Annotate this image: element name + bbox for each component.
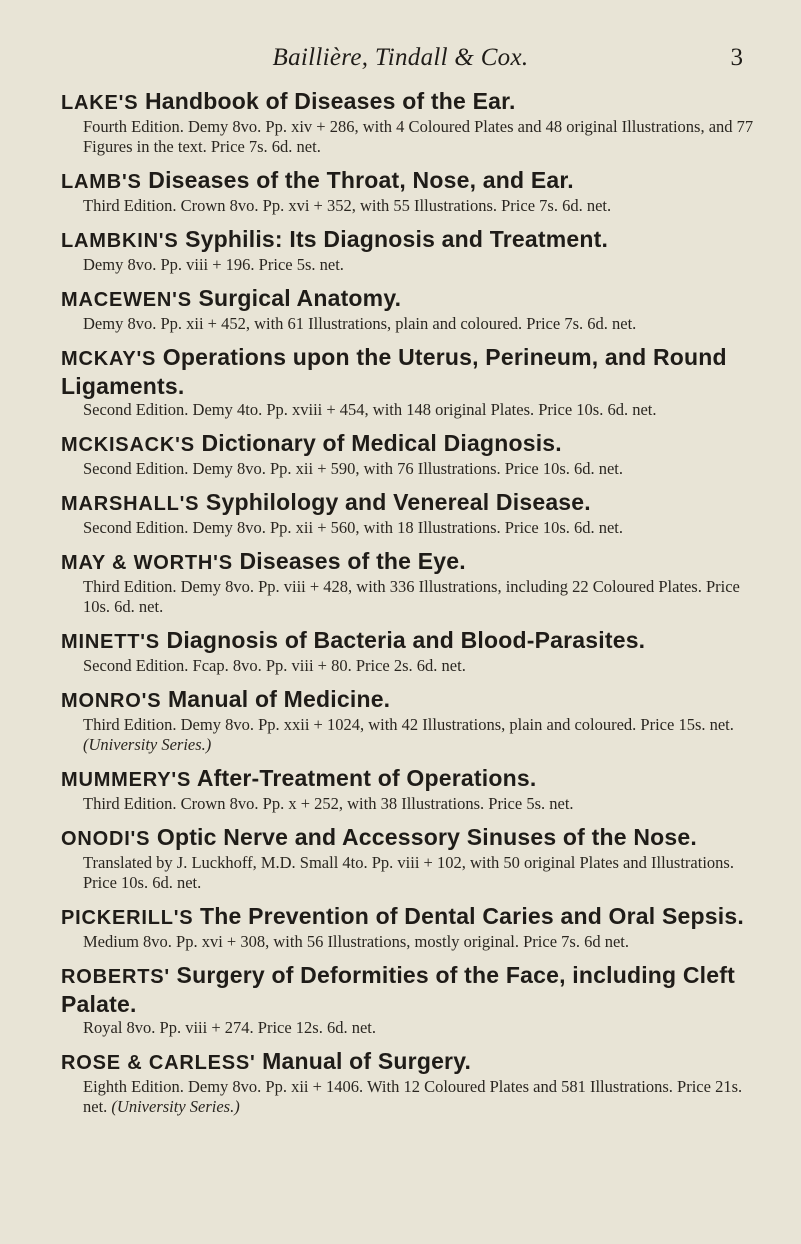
book-list xyxy=(61,88,761,1127)
book-title: Syphilology and Venereal Disease. xyxy=(205,489,591,515)
book-title: Surgery of Deformities of the Face, including Cleft Palate. xyxy=(61,962,735,1017)
book-entry xyxy=(61,226,761,275)
book-details xyxy=(61,1077,761,1117)
book-details: Third Edition. Crown 8vo. Pp. xvi + 352, with 55 Illustrations. Price 7s. 6d. net. xyxy=(83,196,612,215)
page-number: 3 xyxy=(730,44,743,71)
series-note: (University Series.) xyxy=(111,1097,240,1116)
book-entry xyxy=(61,1048,761,1117)
book-author: PICKERILL'S xyxy=(61,907,194,929)
book-entry xyxy=(61,489,761,538)
book-title: Handbook of Diseases of the Ear. xyxy=(144,88,516,114)
book-details-text: Third Edition. Demy 8vo. Pp. xxii + 1024, with 42 Illustrations, plain and coloured. Price 15s. net. xyxy=(83,715,734,734)
book-title: Diseases of the Eye. xyxy=(239,548,466,574)
book-title: The Prevention of Dental Caries and Oral Sepsis. xyxy=(200,903,744,929)
book-entry xyxy=(61,686,761,755)
book-details: Second Edition. Demy 8vo. Pp. xii + 590, with 76 Illustrations. Price 10s. 6d. net. xyxy=(83,459,624,478)
series-note: (University Series.) xyxy=(83,735,212,754)
book-details: Second Edition. Demy 4to. Pp. xviii + 454, with 148 original Plates. Price 10s. 6d. net. xyxy=(83,400,657,419)
book-entry xyxy=(61,548,761,617)
book-details: Medium 8vo. Pp. xvi + 308, with 56 Illustrations, mostly original. Price 7s. 6d net. xyxy=(83,932,629,951)
book-title: Diseases of the Throat, Nose, and Ear. xyxy=(148,167,574,193)
book-entry xyxy=(61,285,761,334)
book-entry xyxy=(61,430,761,479)
book-entry xyxy=(61,88,761,157)
book-heading xyxy=(61,1048,761,1077)
book-author: LAMBKIN'S xyxy=(61,230,179,252)
running-head: Baillière, Tindall & Cox. xyxy=(272,44,529,71)
book-title: Manual of Medicine. xyxy=(167,686,391,712)
book-author: MCKAY'S xyxy=(61,348,157,370)
book-heading xyxy=(61,962,761,1018)
book-heading xyxy=(61,903,761,932)
book-author: ROBERTS' xyxy=(61,966,170,988)
book-entry xyxy=(61,765,761,814)
book-title: Manual of Surgery. xyxy=(262,1048,472,1074)
book-author: LAKE'S xyxy=(61,92,139,114)
book-entry xyxy=(61,824,761,893)
book-details-text: Eighth Edition. Demy 8vo. Pp. xii + 1406. With 12 Coloured Plates and 581 Illustrations. Price 21s. net. xyxy=(83,1077,743,1116)
book-title: After-Treatment of Operations. xyxy=(196,765,537,791)
book-details: Third Edition. Crown 8vo. Pp. x + 252, with 38 Illustrations. Price 5s. net. xyxy=(83,794,574,813)
book-entry xyxy=(61,962,761,1038)
book-heading xyxy=(61,489,761,518)
book-author: MCKISACK'S xyxy=(61,434,195,456)
book-details: Second Edition. Fcap. 8vo. Pp. viii + 80. Price 2s. 6d. net. xyxy=(83,656,466,675)
book-title: Optic Nerve and Accessory Sinuses of the Nose. xyxy=(156,824,697,850)
book-title: Operations upon the Uterus, Perineum, and Round Ligaments. xyxy=(61,344,727,399)
book-entry xyxy=(61,627,761,676)
book-details: Demy 8vo. Pp. viii + 196. Price 5s. net. xyxy=(83,255,344,274)
book-heading xyxy=(61,167,761,196)
book-author: MARSHALL'S xyxy=(61,493,200,515)
book-author: MUMMERY'S xyxy=(61,769,192,791)
book-heading xyxy=(61,430,761,459)
page-header xyxy=(0,44,801,84)
book-heading xyxy=(61,344,761,400)
book-author: MACEWEN'S xyxy=(61,289,192,311)
book-title: Diagnosis of Bacteria and Blood-Parasites. xyxy=(166,627,646,653)
book-entry xyxy=(61,903,761,952)
book-details: Demy 8vo. Pp. xii + 452, with 61 Illustrations, plain and coloured. Price 7s. 6d. net. xyxy=(83,314,637,333)
book-title: Syphilis: Its Diagnosis and Treatment. xyxy=(185,226,609,252)
book-heading xyxy=(61,548,761,577)
book-author: MAY & WORTH'S xyxy=(61,552,233,574)
book-title: Surgical Anatomy. xyxy=(198,285,402,311)
book-author: ONODI'S xyxy=(61,828,151,850)
book-details: Royal 8vo. Pp. viii + 274. Price 12s. 6d. net. xyxy=(83,1018,377,1037)
book-details: Fourth Edition. Demy 8vo. Pp. xiv + 286, with 4 Coloured Plates and 48 original Illustrations, and 77 Figures in the text. Price 7s. 6d. net. xyxy=(83,117,754,156)
book-heading xyxy=(61,686,761,715)
book-author: MONRO'S xyxy=(61,690,162,712)
book-details: Translated by J. Luckhoff, M.D. Small 4to. Pp. viii + 102, with 50 original Plates and Illustrations. Price 10s. 6d. net. xyxy=(83,853,734,892)
book-entry xyxy=(61,167,761,216)
book-author: ROSE & CARLESS' xyxy=(61,1052,256,1074)
book-heading xyxy=(61,824,761,853)
book-details: Second Edition. Demy 8vo. Pp. xii + 560, with 18 Illustrations. Price 10s. 6d. net. xyxy=(83,518,624,537)
book-details: Third Edition. Demy 8vo. Pp. viii + 428, with 336 Illustrations, including 22 Coloured Plates. Price 10s. 6d. net. xyxy=(83,577,740,616)
book-author: LAMB'S xyxy=(61,171,142,193)
book-details xyxy=(61,715,761,755)
book-heading xyxy=(61,765,761,794)
book-title: Dictionary of Medical Diagnosis. xyxy=(201,430,562,456)
book-heading xyxy=(61,627,761,656)
book-heading xyxy=(61,226,761,255)
book-heading xyxy=(61,88,761,117)
book-heading xyxy=(61,285,761,314)
book-entry xyxy=(61,344,761,420)
book-author: MINETT'S xyxy=(61,631,160,653)
